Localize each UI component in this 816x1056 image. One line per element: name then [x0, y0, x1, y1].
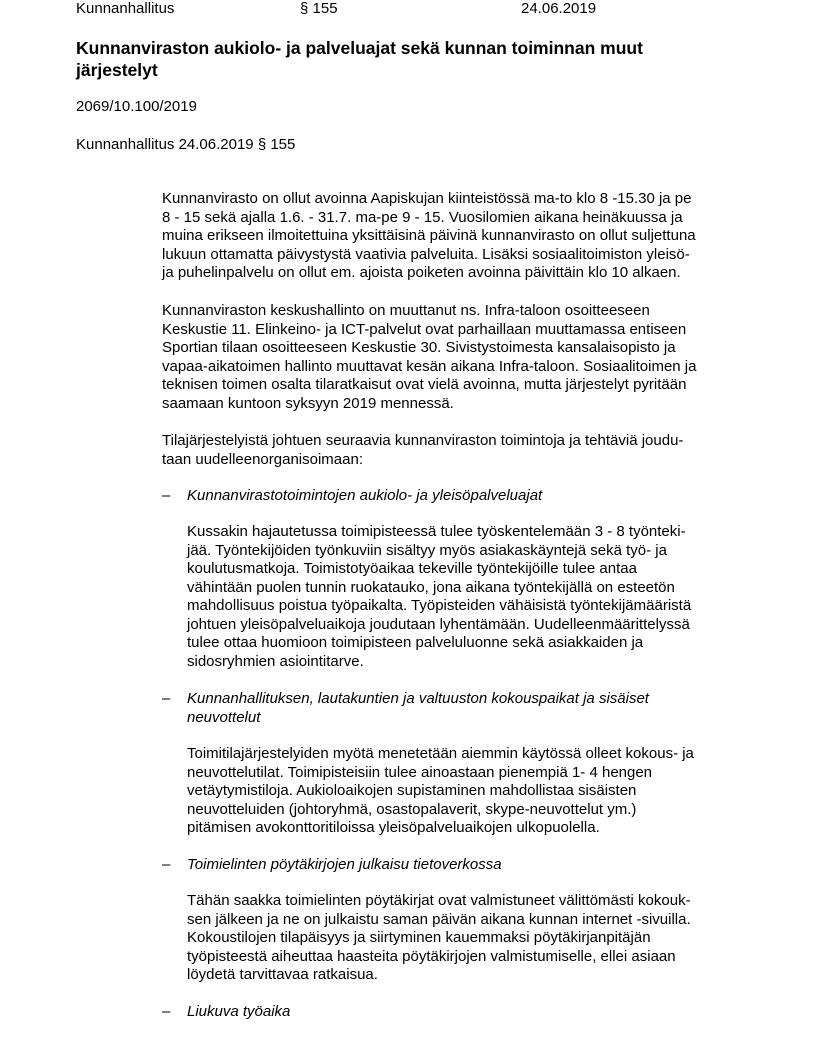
heading-line: Toimielinten pöytäkirjojen julkaisu tietoverkossa — [187, 856, 502, 873]
text-line: ja puhelinpalvelu on ollut em. ajoista poiketen avoinna päivittäin klo 10 alkaen. — [162, 264, 681, 281]
paragraph-opening-hours — [162, 190, 696, 283]
text-line: pitämisen avokonttoritiloissa yleisöpalveluaikojen ulkopuolella. — [187, 819, 600, 836]
text-line: 8 - 15 sekä ajalla 1.6. - 31.7. ma-pe 9 - 15. Vuosilomien aikana heinäkuussa ja — [162, 208, 683, 226]
text-line: Kunnanvirasto on ollut avoinna Aapiskujan kiinteistössä ma-to klo 8 -15.30 ja pe — [162, 190, 692, 207]
header-body: Kunnanhallitus — [76, 0, 175, 17]
text-line: lukuun ottamatta päivystystä vaativia palveluita. Lisäksi sosiaalitoimiston yleisö- — [162, 245, 690, 263]
text-line: Tilajärjestelyistä johtuen seuraavia kunnanviraston toimintoja ja tehtäviä joudu- — [162, 432, 684, 449]
text-line: sidosryhmien asiointitarve. — [187, 652, 364, 670]
document-title — [76, 37, 643, 81]
text-line: jää. Työntekijöiden työnkuviin sisältyy myös asiakaskäyntejä sekä työ- ja — [187, 541, 667, 559]
heading-line: neuvottelut — [187, 708, 261, 726]
paragraph-relocation — [162, 302, 696, 413]
item-heading — [187, 690, 649, 727]
title-line: järjestelyt — [76, 60, 158, 80]
heading-line: Kunnanhallituksen, lautakuntien ja valtuuston kokouspaikat ja sisäiset — [187, 690, 649, 707]
dash-bullet: – — [162, 856, 171, 873]
text-line: Sportian tilaan osoitteeseen Keskustie 30. Sivistystoimesta kansalaisopisto ja — [162, 339, 676, 356]
text-line: muina erikseen ilmoitettuina yksittäisinä päivinä kunnanvirasto on ollut suljettuna — [162, 227, 696, 244]
text-line: taan uudelleenorganisoimaan: — [162, 450, 363, 468]
text-line: johtuen yleisöpalveluaikoja joudutaan lyhentämään. Uudelleenmäärittelyssä — [187, 615, 690, 633]
dash-bullet: – — [162, 690, 171, 707]
item-heading — [187, 487, 542, 506]
text-line: Keskustie 11. Elinkeino- ja ICT-palvelut ovat parhaillaan muuttamassa entiseen — [162, 320, 687, 338]
text-line: Kussakin hajautetussa toimipisteessä tulee työskentelemään 3 - 8 työnteki- — [187, 523, 686, 540]
text-line: saamaan kuntoon syksyyn 2019 mennessä. — [162, 394, 454, 412]
text-line: työpisteestä aiheuttaa haasteita pöytäkirjojen valmistumiselle, ellei asiaan — [187, 947, 676, 965]
item-body — [187, 892, 691, 985]
text-line: neuvotteluiden (johtoryhmä, osastopalaverit, skype-neuvottelut ym.) — [187, 800, 637, 818]
dash-bullet: – — [162, 487, 171, 504]
text-line: teknisen toimen osalta tilaratkaisut ovat vielä avoinna, mutta järjestelyt pyritään — [162, 376, 687, 393]
heading-line: Liukuva työaika — [187, 1003, 291, 1020]
item-body — [187, 523, 691, 671]
text-line: koulutusmatkoja. Toimistotyöaikaa tekeville työntekijöille tulee antaa — [187, 560, 637, 577]
text-line: sen jälkeen ja ne on julkaistu saman päivän aikana kunnan internet -sivuilla. — [187, 910, 691, 928]
text-line: Kunnanviraston keskushallinto on muuttanut ns. Infra-taloon osoitteeseen — [162, 302, 650, 319]
header-date: 24.06.2019 — [521, 0, 597, 17]
text-line: vetäytymistiloja. Aukioloaikojen supistaminen mahdollistaa sisäisten — [187, 782, 637, 799]
item-heading — [187, 1003, 290, 1022]
heading-line: Kunnanvirastotoimintojen aukiolo- ja yleisöpalveluajat — [187, 487, 543, 504]
text-line: löydetä tarvittavaa ratkaisua. — [187, 966, 378, 983]
item-heading — [187, 856, 502, 875]
text-line: vapaa-aikatoimen hallinto muuttavat kesän aikana Infra-taloon. Sosiaalitoimen ja — [162, 357, 697, 375]
text-line: Tähän saakka toimielinten pöytäkirjat ovat valmistuneet välittömästi kokouk- — [187, 892, 691, 909]
text-line: neuvottelutilat. Toimipisteisiin tulee ainoastaan pienempiä 1- 4 hengen — [187, 763, 653, 781]
text-line: vähintään puolen tunnin ruokatauko, jona aikana työntekijällä on esteetön — [187, 578, 675, 596]
header-section: § 155 — [300, 0, 338, 17]
item-body — [187, 745, 694, 838]
dash-bullet: – — [162, 1003, 171, 1020]
text-line: Toimitilajärjestelyiden myötä menetetään aiemmin käytössä olleet kokous- ja — [187, 745, 694, 762]
diary-number: 2069/10.100/2019 — [76, 98, 197, 115]
title-line: Kunnanviraston aukiolo- ja palveluajat sekä kunnan toiminnan muut — [76, 38, 643, 58]
text-line: mahdollisuus poistua työpaikalta. Työpisteiden vähäisistä työntekijämääristä — [187, 597, 692, 614]
text-line: tulee ottaa huomioon toimipisteen palveluluonne sekä asiakkaiden ja — [187, 634, 644, 651]
meeting-reference: Kunnanhallitus 24.06.2019 § 155 — [76, 136, 296, 153]
text-line: Kokoustilojen tilapäisyys ja siirtyminen kauemmaksi pöytäkirjanpitäjän — [187, 929, 651, 946]
paragraph-reorganization-intro — [162, 432, 683, 469]
